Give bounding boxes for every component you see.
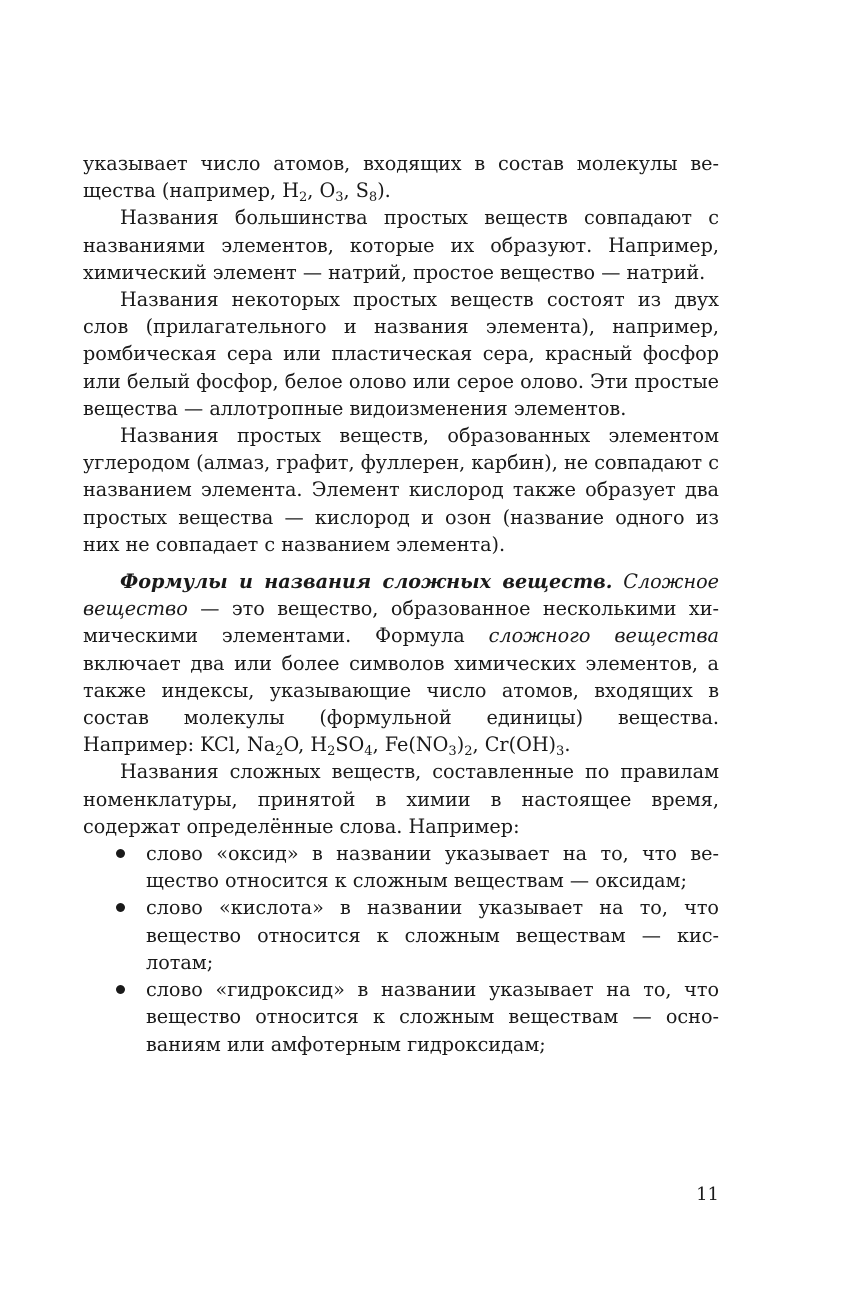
italic-term: сложного вещества <box>488 624 719 648</box>
subscript-index: 8 <box>368 189 378 205</box>
text-run: O, H <box>283 733 328 757</box>
text-run: Названия простых веществ, образованных элементом углеродом (алмаз, графит, фуллерен, карбин), не совпадают с названием элемента. Элемент кислород также образует два простых вещества — кислород и озон (название одного из них не совпадает с названием элемента). <box>83 424 719 556</box>
list-item <box>83 976 719 1058</box>
text-run: , S <box>343 179 369 203</box>
bullet-dot-icon <box>116 985 125 994</box>
text-run: включает два или более символов химических элементов, а также индексы, указывающие число атомов, входящих в состав молекулы (формульной единицы) вещества. Например: KCl, Na <box>83 651 719 757</box>
bullet-list <box>83 840 719 1058</box>
paragraph-nomenclature <box>83 758 719 840</box>
text-run: SO <box>335 733 365 757</box>
subscript-index: 2 <box>464 743 473 759</box>
list-item <box>83 894 719 976</box>
paragraph-carbon-oxygen <box>83 422 719 558</box>
list-item-text <box>146 978 719 1055</box>
paragraph-two-word-names <box>83 286 719 422</box>
text-run: , Cr(OH) <box>472 733 557 757</box>
subscript-index: 2 <box>275 743 284 759</box>
run-in-heading: Формулы и названия сложных веществ. <box>120 570 613 594</box>
list-item <box>83 840 719 894</box>
text-run: ). <box>377 179 391 203</box>
subscript-index: 2 <box>327 743 336 759</box>
text-run: Названия сложных веществ, составленные по правилам номенклатуры, принятой в химии в настоящее время, содержат определённые слова. Например: <box>83 760 719 838</box>
text-run: ) <box>456 733 465 757</box>
subscript-index: 3 <box>556 743 565 759</box>
text-run: , O <box>307 179 336 203</box>
text-run: слово «оксид» в названии указывает на то, что вещество относится к сложным веществам — оксидам; <box>146 842 719 893</box>
list-item-text <box>146 842 719 892</box>
italic-term: Сложное вещество <box>83 570 719 621</box>
text-run <box>612 570 623 593</box>
text-run: указывает число атомов, входящих в состав молекулы вещества (например, H <box>83 152 719 203</box>
text-run: Названия некоторых простых веществ состоят из двух слов (прилагательного и названия элемента), например, ромбическая сера или пластическая сера, красный фосфор или белый фосфор, белое олово или серое олово. Эти простые вещества — аллотропные видоизменения элементов. <box>83 288 719 420</box>
text-block <box>83 150 719 1058</box>
list-item-text <box>146 896 719 973</box>
subscript-index: 2 <box>298 189 308 205</box>
text-run: Названия большинства простых веществ совпадают с названиями элементов, которые их образуют. Например, химический элемент — натрий, простое вещество — натрий. <box>83 206 719 284</box>
page-number: 11 <box>696 1184 719 1205</box>
paragraph-complex-substances <box>83 568 719 758</box>
text-run: слово «кислота» в названии указывает на то, что вещество относится к сложным веществам — кислотам; <box>146 896 719 974</box>
paragraph-intro-continuation <box>83 150 719 204</box>
text-run: . <box>564 733 571 757</box>
bullet-dot-icon <box>116 903 125 912</box>
text-run: , Fe(NO <box>372 733 449 757</box>
subscript-index: 3 <box>448 743 457 759</box>
text-run: — это вещество, образованное несколькими химическими элементами. Формула <box>83 597 719 648</box>
text-run: слово «гидроксид» в названии указывает на то, что вещество относится к сложным веществам — основаниям или амфотерным гидроксидам; <box>146 978 719 1056</box>
subscript-index: 3 <box>335 189 344 205</box>
paragraph-simple-substance-names <box>83 204 719 286</box>
bullet-dot-icon <box>116 849 125 858</box>
subscript-index: 4 <box>364 743 373 759</box>
